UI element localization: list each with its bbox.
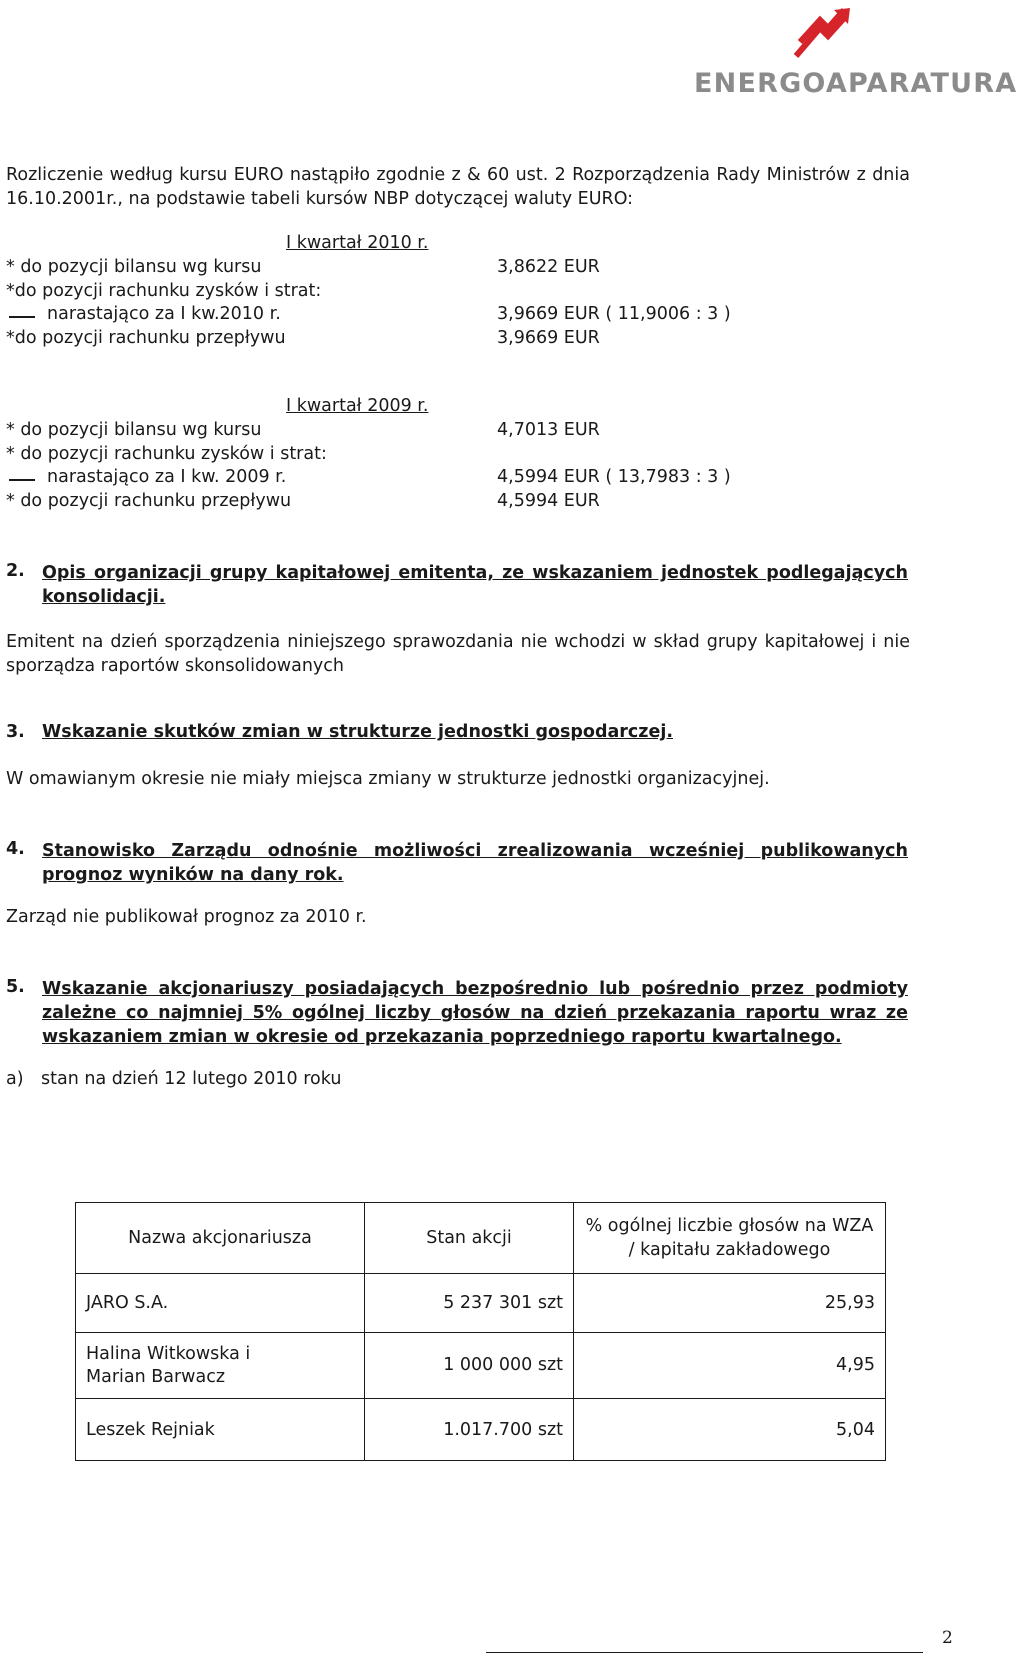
energoaparatura-logo-icon — [790, 6, 854, 62]
table-cell-percent: 5,04 — [574, 1399, 886, 1461]
shareholders-table — [75, 1202, 886, 1461]
section-4-title: Stanowisko Zarządu odnośnie możliwości zrealizowania wcześniej publikowanych prognoz wyników na dany rok. — [42, 841, 908, 885]
q2010-narastajaco-label: narastająco za I kw.2010 r. — [47, 304, 281, 324]
table-cell-name: Leszek Rejniak — [76, 1399, 365, 1461]
q2009-rachunek-label: * do pozycji rachunku zysków i strat: — [6, 444, 327, 464]
section-4-number: 4. — [6, 839, 25, 859]
section-3-body: W omawianym okresie nie miały miejsca zmiany w strukturze jednostki organizacyjnej. — [6, 769, 770, 789]
table-cell-name: JARO S.A. — [76, 1274, 365, 1333]
q2010-narastajaco-value: 3,9669 EUR ( 11,9006 : 3 ) — [497, 304, 731, 324]
q2009-przeplyw-value: 4,5994 EUR — [497, 491, 600, 511]
table-cell-shares: 1 000 000 szt — [365, 1333, 574, 1399]
table-header-row — [76, 1203, 886, 1274]
table-row — [76, 1399, 886, 1461]
section-5-number: 5. — [6, 977, 25, 997]
table-cell-percent: 4,95 — [574, 1333, 886, 1399]
table-cell-percent: 25,93 — [574, 1274, 886, 1333]
table-cell-shares: 1.017.700 szt — [365, 1399, 574, 1461]
q2010-heading: I kwartał 2010 r. — [286, 233, 429, 253]
bullet-dash — [9, 479, 35, 481]
footer-rule — [486, 1652, 923, 1653]
q2009-heading: I kwartał 2009 r. — [286, 396, 429, 416]
table-row — [76, 1274, 886, 1333]
section-4-body: Zarząd nie publikował prognoz za 2010 r. — [6, 907, 367, 927]
section-5-sub-text: stan na dzień 12 lutego 2010 roku — [41, 1069, 342, 1089]
section-3-title: Wskazanie skutków zmian w strukturze jednostki gospodarczej. — [42, 722, 673, 742]
bullet-dash — [9, 316, 35, 318]
company-logo-text: ENERGOAPARATURA — [694, 68, 1017, 99]
q2009-przeplyw-label: * do pozycji rachunku przepływu — [6, 491, 292, 511]
page-number: 2 — [942, 1628, 953, 1648]
section-3-number: 3. — [6, 722, 25, 742]
section-5-title: Wskazanie akcjonariuszy posiadających bezpośrednio lub pośrednio przez podmioty zależne co najmniej 5% ogólnej liczby głosów na dzień przekazania raportu wraz ze wskazaniem zmian w okresie od przekazania poprzedniego raportu kwartalnego. — [42, 979, 908, 1047]
table-header-cell: % ogólnej liczbie głosów na WZA / kapitału zakładowego — [574, 1203, 886, 1274]
q2010-rachunek-label: *do pozycji rachunku zysków i strat: — [6, 281, 322, 301]
section-2-number: 2. — [6, 561, 25, 581]
q2010-przeplyw-label: *do pozycji rachunku przepływu — [6, 328, 286, 348]
section-2-title: Opis organizacji grupy kapitałowej emitenta, ze wskazaniem jednostek podlegających konsolidacji. — [42, 563, 908, 607]
q2009-bilans-label: * do pozycji bilansu wg kursu — [6, 420, 262, 440]
table-cell-shares: 5 237 301 szt — [365, 1274, 574, 1333]
q2009-narastajaco-label: narastająco za I kw. 2009 r. — [47, 467, 287, 487]
table-row — [76, 1333, 886, 1399]
q2009-narastajaco-value: 4,5994 EUR ( 13,7983 : 3 ) — [497, 467, 731, 487]
section-2-body: Emitent na dzień sporządzenia niniejszego sprawozdania nie wchodzi w skład grupy kapitałowej i nie sporządza raportów skonsolidowanych — [6, 632, 910, 676]
q2010-bilans-value: 3,8622 EUR — [497, 257, 600, 277]
q2010-bilans-label: * do pozycji bilansu wg kursu — [6, 257, 262, 277]
q2009-bilans-value: 4,7013 EUR — [497, 420, 600, 440]
section-5-sub-letter: a) — [6, 1069, 24, 1089]
table-header-cell: Stan akcji — [365, 1203, 574, 1274]
q2010-przeplyw-value: 3,9669 EUR — [497, 328, 600, 348]
intro-paragraph: Rozliczenie według kursu EURO nastąpiło zgodnie z & 60 ust. 2 Rozporządzenia Rady Ministrów z dnia 16.10.2001r., na podstawie tabeli kursów NBP dotyczącej waluty EURO: — [6, 165, 910, 209]
table-cell-name: Halina Witkowska i Marian Barwacz — [76, 1333, 365, 1399]
table-header-cell: Nazwa akcjonariusza — [76, 1203, 365, 1274]
